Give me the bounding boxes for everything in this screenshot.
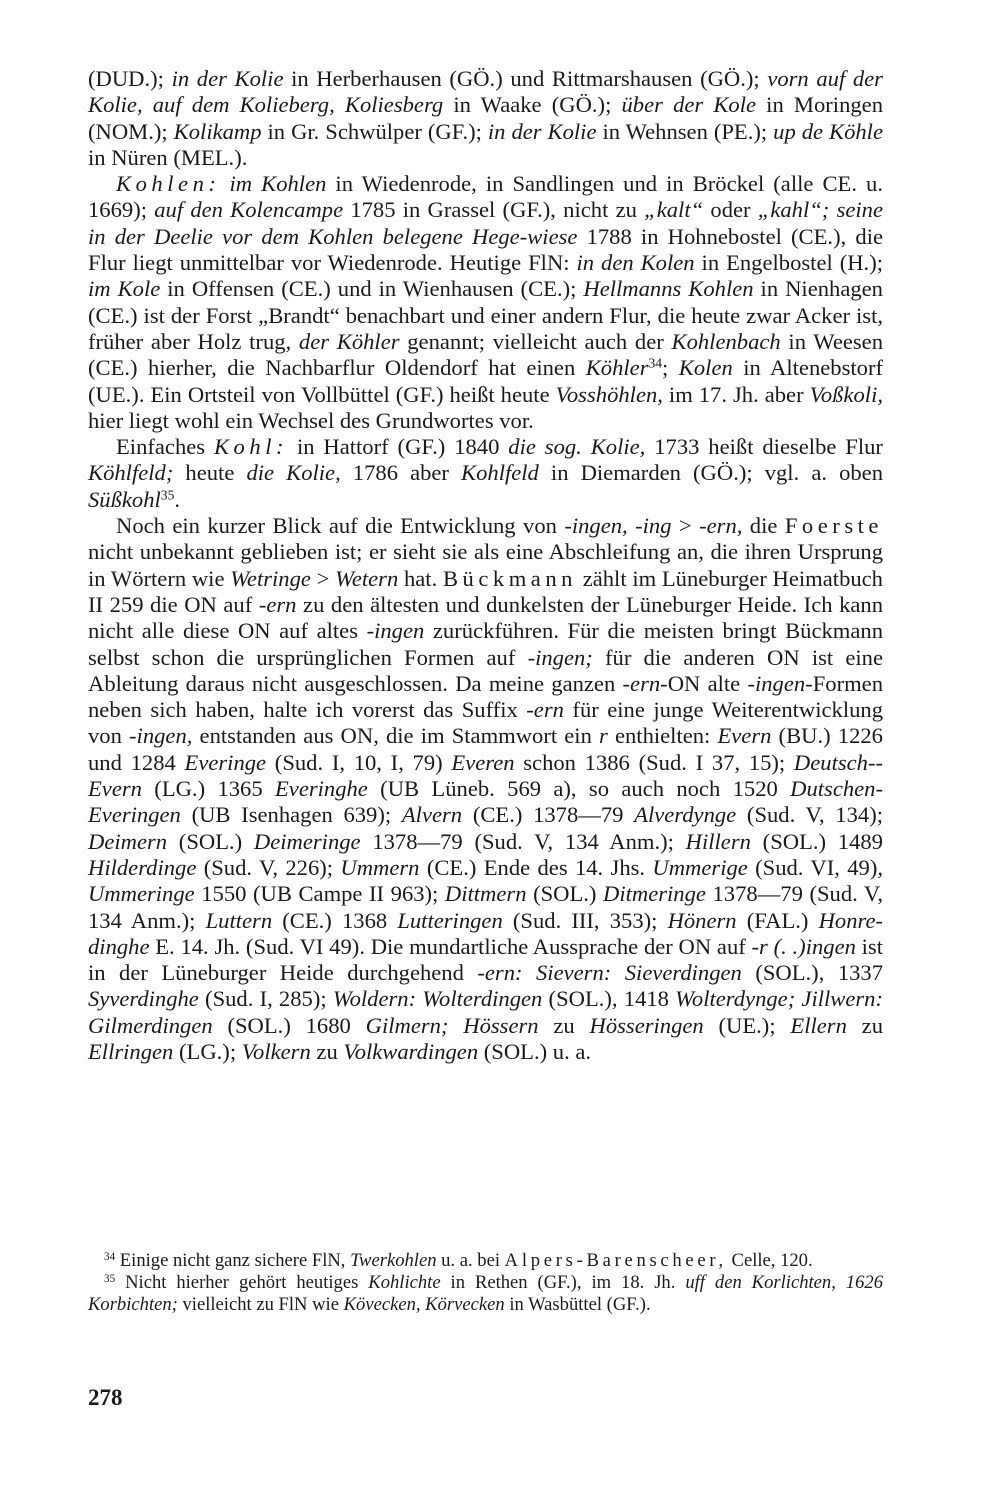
text-run: in Hattorf (GF.) 1840 (288, 434, 509, 460)
italic-text: Wetringe (230, 565, 311, 591)
footnote-ref: 35 (160, 487, 175, 503)
text-run: (Sud. III, 353); (502, 907, 668, 933)
italic-text: Deutsch-Evern (88, 749, 884, 802)
italic-text: Wetern (335, 565, 399, 591)
text-run: zu (846, 1012, 884, 1038)
footnote-34 (88, 1250, 883, 1272)
italic-text: -ingen (366, 618, 425, 644)
italic-text: Hilderdinge (88, 854, 197, 880)
text-run: für eine junge Weiterentwicklung von (88, 697, 883, 749)
paragraph (88, 434, 883, 513)
text-run: in Gr. Schwülper (GF.); (261, 118, 488, 144)
italic-text: in der Kolie (487, 118, 597, 144)
text-run: u. a. bei (436, 1250, 505, 1271)
text-run: (LG.) 1365 (141, 776, 275, 802)
italic-text: Evern (717, 723, 772, 749)
text-run: Noch ein kurzer Blick auf die Entwicklung von (116, 513, 565, 539)
italic-text: Kolen (678, 355, 733, 381)
text-run: 1733 heißt dieselbe Flur (645, 434, 883, 460)
italic-text: Hönern (667, 907, 737, 933)
footnotes (88, 1250, 883, 1317)
italic-text: Ellringen (88, 1038, 174, 1064)
italic-text: Everen (451, 749, 515, 775)
paragraph (88, 513, 883, 1065)
text-run: Nicht hierher gehört heutiges (115, 1272, 369, 1294)
italic-text: Ellern (790, 1012, 847, 1038)
italic-text: -ern (258, 591, 297, 617)
spaced-name: Alpers-Barenscheer, (504, 1250, 727, 1271)
text-run: (LG.); (173, 1038, 242, 1064)
italic-text: Hillern (685, 828, 751, 854)
text-run: (SOL.), 1337 (741, 960, 884, 986)
italic-text: Woldern: Wolterdingen (332, 986, 543, 1012)
text-run: -ON alte (660, 670, 748, 696)
text-run: genannt; vielleicht auch der (399, 328, 672, 354)
footnote-ref: 34 (648, 355, 663, 371)
footnote-ref: 35 (104, 1273, 116, 1286)
italic-text: -ingen; (527, 644, 593, 670)
italic-text: -ingen, -ing (564, 513, 672, 539)
text-run: 1788 in Hohnebostel (CE.), die Flur liegt unmittelbar vor Wiedenrode. Heutige FlN: (88, 223, 883, 276)
text-run: (SOL.) u. a. (478, 1038, 592, 1064)
text-run: (BU.) 1226 und 1284 (88, 723, 883, 775)
italic-text: -ern (622, 670, 661, 696)
text-run: zurückführen. Für die meisten bringt Bückmann selbst schon die ursprünglichen Formen auf (88, 618, 883, 670)
italic-text: der Köhler (298, 328, 400, 354)
text-run: in Diemarden (GÖ.); vgl. a. oben (538, 460, 883, 486)
text-run: zählt im Lüneburger Heimatbuch II 259 die ON auf (88, 565, 883, 617)
text-run: hat. (398, 565, 443, 591)
italic-text: uff den Korlichten, 1626 Korbichten; (88, 1272, 883, 1316)
text-run: > (671, 513, 700, 539)
italic-text: Kohl: (213, 434, 289, 460)
italic-text: Deimern (88, 828, 168, 854)
italic-text: auf den Kolencampe (154, 197, 344, 223)
text-run: enthielten: (607, 723, 718, 749)
text-run: in Rethen (GF.), im 18. Jh. (440, 1272, 686, 1294)
text-run: (Sud. I, 10, I, 79) (266, 749, 452, 775)
spaced-name: Foerste (784, 513, 883, 539)
text-run: entstanden aus ON, die im Stammwort ein (192, 723, 600, 749)
italic-text: Dittmern (444, 881, 527, 907)
text-run: (CE.) 1378—79 (462, 802, 635, 828)
italic-text: Honredinghe (88, 907, 884, 959)
italic-text: Alvern (401, 802, 463, 828)
italic-text: über der Kole (621, 92, 757, 118)
text-run: in Herberhausen (GÖ.) und Rittmarshausen (GÖ.); (283, 66, 768, 91)
text-run: in Nüren (MEL.). (88, 144, 248, 170)
paragraph (88, 66, 883, 171)
italic-text: -ern: Sievern: Sieverdingen (477, 960, 742, 986)
text-run: in Wasbüttel (GF.). (504, 1294, 651, 1316)
text-run: (Sud. V, 134); (736, 802, 883, 828)
text-run: vielleicht zu FlN wie (177, 1294, 344, 1316)
italic-text: die Kolie, (246, 460, 341, 486)
text-run: 1786 aber (340, 460, 462, 486)
italic-text: Ummeringe (88, 881, 195, 907)
text-run: oder (703, 197, 758, 223)
text-run: die (742, 513, 785, 539)
text-run: (Sud. VI, 49), (747, 854, 884, 880)
text-run: zu (538, 1012, 590, 1038)
italic-text: in der Kolie (171, 66, 284, 91)
italic-text: die sog. Kolie, (508, 434, 646, 460)
text-run: 1785 in Grassel (GF.), nicht zu (343, 197, 645, 223)
text-run: (Sud. V, 226); (196, 854, 341, 880)
text-run: in Nienhagen (CE.) ist der Forst „Brandt“ benachbart und einer andern Flur, die heute zwar Acker ist, früher aber Holz trug, (88, 276, 883, 354)
italic-text: -r (. .)ingen (751, 933, 856, 959)
italic-text: Hellmanns Kohlen (583, 276, 754, 302)
text-run: 1550 (UB Campe II 963); (194, 881, 445, 907)
text-run: für die anderen ON ist eine Ableitung daraus nicht ausgeschlossen. Da meine ganzen (88, 644, 883, 696)
italic-text: Kövecken, Körvecken (343, 1294, 505, 1316)
italic-text: Kohlfeld (461, 460, 539, 486)
text-run: in Waake (GÖ.); (443, 92, 622, 118)
text-run: in Wehnsen (PE.); (596, 118, 774, 144)
italic-text: Ummern (340, 854, 420, 880)
text-run: in Engelbostel (H.); (694, 250, 884, 276)
text-run: Einfaches (116, 434, 214, 460)
text-run: Einige nicht ganz sichere FlN, (115, 1250, 351, 1271)
text-run: (SOL.) (167, 828, 254, 854)
italic-text: Ummerige (652, 854, 748, 880)
italic-text: Alverdynge (634, 802, 737, 828)
text-run: (SOL.) 1680 (212, 1012, 366, 1038)
italic-text: Lutteringen (397, 907, 503, 933)
italic-text: Everinge (184, 749, 267, 775)
text-run: (UB Isenhagen 639); (180, 802, 402, 828)
italic-text: Everinghe (274, 776, 368, 802)
text-run: 1378—79 (Sud. V, 134 Anm.); (360, 828, 686, 854)
italic-text: Deimeringe (253, 828, 361, 854)
italic-text: Twerkohlen (350, 1250, 437, 1271)
italic-text: im Kole (88, 276, 161, 302)
italic-text: „kalt“ (644, 197, 704, 223)
text-run: (DUD.); (88, 66, 172, 91)
text-run: zu den ältesten und dunkelsten der Lüneburger Heide. Ich kann nicht alle diese ON auf altes (88, 591, 883, 644)
text-run: (SOL.) (526, 881, 604, 907)
text-run: Celle, 120. (726, 1250, 813, 1271)
text-run: -Formen neben sich haben, halte ich vorerst das Suffix (88, 670, 883, 723)
italic-text: Volkern (241, 1038, 311, 1064)
italic-text: Gilmern; Hössern (365, 1012, 539, 1038)
italic-text: -ingen, (129, 723, 193, 749)
text-run: ist in der Lüneburger Heide durchgehend (88, 933, 883, 986)
text-run: im 17. Jh. aber (662, 381, 810, 407)
italic-text: -ingen (747, 670, 806, 696)
text-run: (UE.); (703, 1012, 791, 1038)
body-text (88, 66, 883, 1065)
text-run: (FAL.) (736, 907, 819, 933)
text-run: 1378—79 (Sud. V, 134 Anm.); (88, 881, 883, 933)
text-run: (Sud. I, 285); (198, 986, 333, 1012)
italic-text: Syverdinghe (88, 986, 199, 1012)
spaced-name: Bückmann (442, 565, 577, 591)
text-run: E. 14. Jh. (Sud. VI 49). Die mundartliche Aussprache der ON auf (149, 933, 752, 959)
italic-text: Wolterdynge; Jillwern: Gilmerdingen (88, 986, 883, 1038)
text-run: heute (173, 460, 247, 486)
text-run: in Altenebstorf (UE.). Ein Ortsteil von Vollbüttel (GF.) heißt heute (88, 355, 883, 407)
paragraph (88, 171, 883, 434)
italic-text: -ern, (699, 513, 743, 539)
text-run: in Offensen (CE.) und in Wienhausen (CE.); (160, 276, 584, 302)
italic-text: vorn auf der Kolie, auf dem Kolieberg, Koliesberg (88, 66, 883, 118)
italic-text: Kohlenbach (671, 328, 781, 354)
text-run: . (174, 486, 180, 512)
italic-text: Kolikamp (173, 118, 262, 144)
page-number: 278 (88, 1385, 123, 1410)
italic-text: Voßkoli, (809, 381, 884, 407)
text-run: (SOL.), 1418 (542, 986, 676, 1012)
italic-text: Luttern (205, 907, 273, 933)
italic-text: Volkwardingen (343, 1038, 479, 1064)
text-run: in Weesen (CE.) hierher, die Nachbarflur Oldendorf hat einen (88, 328, 884, 381)
text-run: nicht unbekannt geblieben ist; er sieht sie als eine Abschleifung an, die ihren Ursprung in Wörtern wie (88, 539, 883, 591)
italic-text: Köhler (585, 355, 649, 381)
text-run: (UB Lüneb. 569 a), so auch noch 1520 (367, 776, 791, 802)
text-run: (CE.) 1368 (272, 907, 398, 933)
italic-text: Dutschen-Everingen (88, 776, 883, 828)
italic-text: Vosshöhlen, (555, 381, 663, 407)
text-run: hier liegt wohl ein Wechsel des Grundwortes vor. (88, 407, 534, 433)
text-run: schon 1386 (Sud. I 37, 15); (514, 749, 794, 775)
text-run: (SOL.) 1489 (750, 828, 883, 854)
footnote-35 (88, 1272, 883, 1316)
italic-text: Kohlichte (368, 1272, 441, 1294)
italic-text: Hösseringen (589, 1012, 704, 1038)
italic-text: im Kohlen (229, 171, 327, 197)
italic-text: „kahl“; seine in der Deelie vor dem Kohlen belegene Hege-wiese (88, 197, 883, 249)
footnote-ref: 34 (104, 1250, 116, 1263)
italic-text: -ern (526, 697, 564, 723)
text-run: > (310, 565, 336, 591)
text-run: in Wiedenrode, in Sandlingen und in Bröckel (alle CE. u. 1669); (88, 171, 883, 223)
italic-text: Köhlfeld; (88, 460, 174, 486)
italic-text: Ditmeringe (603, 881, 706, 907)
text-run: ; (662, 355, 679, 381)
text-run: in Moringen (NOM.); (88, 92, 883, 144)
italic-text: Süßkohl (88, 486, 161, 512)
italic-text: r (599, 723, 608, 749)
italic-text: in den Kolen (576, 250, 695, 276)
text-run: (CE.) Ende des 14. Jhs. (419, 854, 653, 880)
text-run: zu (310, 1038, 344, 1064)
italic-text: up de Köhle (773, 118, 883, 144)
italic-text: Kohlen: (116, 171, 221, 197)
